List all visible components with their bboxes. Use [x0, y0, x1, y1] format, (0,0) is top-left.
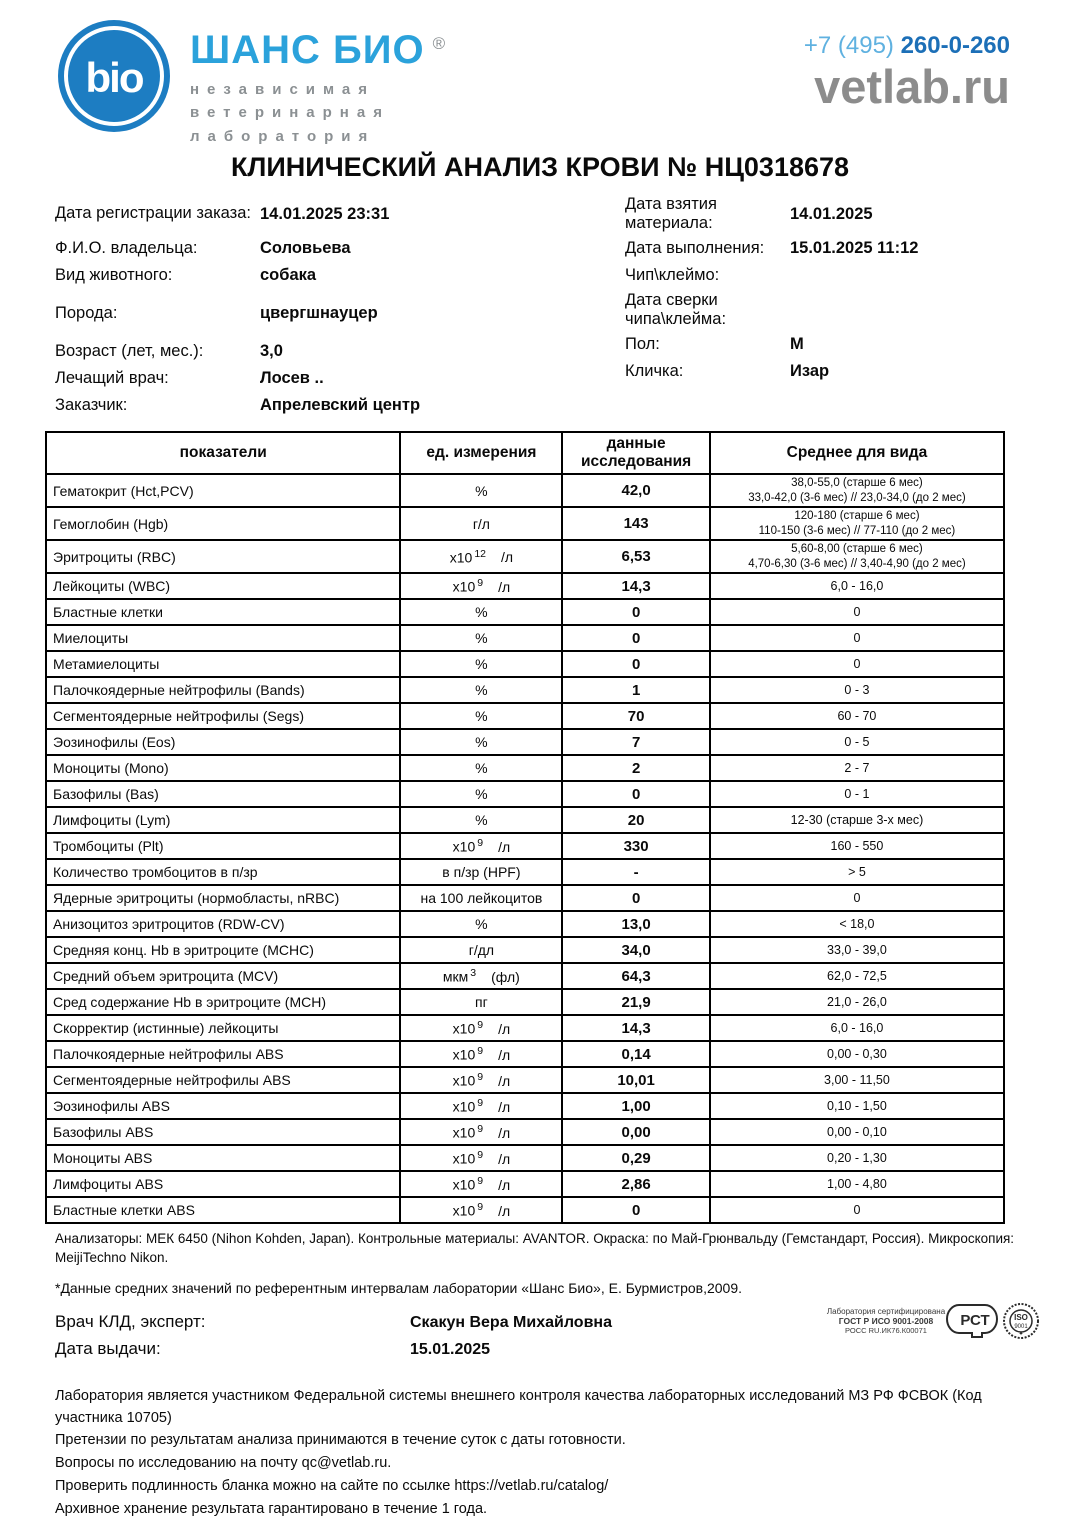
info-value: 15.01.2025 11:12: [790, 239, 919, 257]
result-value: -: [633, 863, 639, 881]
result-value: 143: [623, 515, 649, 532]
unit-exponent: 9: [477, 1019, 484, 1032]
result-value: 1,00: [621, 1097, 651, 1115]
info-row: [55, 338, 625, 365]
unit-base: х10: [452, 1176, 476, 1193]
footer-line: Проверить подлинность бланка можно на сайте по ссылке https://vetlab.ru/catalog/: [55, 1477, 609, 1494]
info-value: собака: [260, 266, 317, 284]
result-value: 20: [627, 811, 645, 829]
parameter-name: Базофилы ABS: [53, 1124, 154, 1140]
table-row: [46, 1015, 1004, 1041]
unit-base: х10: [452, 578, 476, 595]
reference-range: 12-30 (старше 3-х мес): [790, 812, 924, 827]
svg-text:✦: ✦: [1018, 1331, 1024, 1338]
svg-text:РСТ: РСТ: [960, 1311, 990, 1329]
info-row: [625, 331, 1035, 358]
info-row: [55, 300, 625, 327]
info-value: Лосев ..: [260, 369, 324, 387]
unit-base: х10: [452, 1150, 476, 1167]
unit-base: х10: [452, 1098, 476, 1115]
reference-range: 0: [853, 604, 861, 619]
results-table: [45, 431, 1005, 1224]
reference-range: 62,0 - 72,5: [827, 968, 887, 983]
parameter-name: Лейкоциты (WBC): [53, 578, 171, 594]
info-row: [625, 235, 1035, 262]
info-label: Дата регистрации заказа:: [55, 204, 251, 223]
parameter-name: Моноциты (Mono): [53, 760, 169, 776]
result-value: 0: [631, 655, 641, 673]
unit-base: %: [475, 682, 488, 698]
parameter-name: Гематокрит (Hct,PCV): [53, 482, 194, 499]
info-row: [625, 289, 1035, 331]
unit-exponent: 9: [477, 1097, 484, 1110]
info-label: Чип\клеймо:: [625, 265, 720, 284]
parameter-name: Метамиелоциты: [53, 656, 160, 672]
result-value: 6,53: [621, 548, 651, 565]
info-value: Апрелевский центр: [260, 396, 421, 414]
parameter-name: Ядерные эритроциты (нормобласты, nRBC): [53, 890, 340, 906]
info-label: Кличка:: [625, 361, 684, 380]
registered-trademark-icon: ®: [432, 33, 447, 53]
reference-range: 5,60-8,00 (старше 6 мес): [791, 543, 923, 556]
reference-range: 0 - 3: [844, 682, 870, 697]
result-value: 42,0: [621, 482, 651, 499]
footer-notes: [55, 1386, 1020, 1520]
certification-text: Лаборатория сертифицирована ГОСТ Р ИСО 9001-2008 РОСС RU.ИК76.К00071: [826, 1306, 946, 1335]
reference-range-extra: 33,0-42,0 (3-6 мес) // 23,0-34,0 (до 2 мес): [748, 491, 966, 504]
table-row: [46, 859, 1004, 885]
result-value: 70: [627, 707, 645, 725]
unit-base: г/дл: [468, 942, 495, 958]
issue-date-label: Дата выдачи:: [55, 1338, 161, 1358]
rst-certification-seal-icon: [951, 1302, 999, 1340]
info-row: [55, 262, 625, 289]
reference-range: 0,00 - 0,30: [827, 1046, 887, 1061]
parameter-name: Бластные клетки: [53, 604, 163, 620]
info-value: Изар: [790, 362, 830, 380]
unit-suffix: (фл): [491, 968, 520, 985]
table-row: [46, 781, 1004, 807]
certification-block: [825, 1302, 1040, 1340]
table-row: [46, 729, 1004, 755]
unit-base: пг: [475, 994, 488, 1010]
table-row: [46, 885, 1004, 911]
table-row: [46, 1145, 1004, 1171]
brand-text: [190, 20, 446, 148]
brand-tagline: независимая ветеринарная лаборатория: [190, 81, 390, 145]
reference-range: 0,20 - 1,30: [827, 1150, 887, 1165]
unit-base: х10: [452, 1046, 476, 1063]
parameter-name: Палочкоядерные нейтрофилы (Bands): [53, 682, 305, 698]
parameter-name: Эозинофилы ABS: [53, 1098, 170, 1114]
report-title: КЛИНИЧЕСКИЙ АНАЛИЗ КРОВИ № НЦ0318678: [230, 152, 850, 182]
unit-base: %: [475, 812, 488, 828]
info-label: Дата выполнения:: [625, 238, 765, 257]
unit-base: %: [475, 734, 488, 750]
info-label: Заказчик:: [55, 395, 128, 414]
report-header: [0, 0, 1080, 145]
reference-range: 6,0 - 16,0: [830, 578, 884, 593]
column-header-reference: Среднее для вида: [710, 432, 1004, 474]
certification-seals: [951, 1302, 1040, 1340]
info-row: [55, 193, 625, 235]
result-value: 0,14: [621, 1045, 651, 1063]
parameter-name: Анизоцитоз эритроцитов (RDW-CV): [53, 916, 285, 932]
info-value: 14.01.2025 23:31: [260, 204, 390, 223]
unit-base: %: [475, 656, 488, 672]
info-label: Дата взятия материала:: [625, 194, 717, 232]
unit-base: мкм: [442, 968, 469, 985]
table-row: [46, 937, 1004, 963]
info-value: цвергшнауцер: [260, 304, 378, 322]
result-value: 7: [631, 733, 641, 751]
unit-suffix: /л: [498, 1202, 511, 1219]
result-value: 330: [623, 837, 649, 855]
reference-range: 160 - 550: [830, 838, 884, 853]
unit-exponent: 3: [470, 967, 477, 980]
info-label: Вид животного:: [55, 265, 173, 284]
unit-exponent: 9: [477, 1201, 484, 1214]
table-row: [46, 807, 1004, 833]
parameter-name: Скорректир (истинные) лейкоциты: [53, 1020, 279, 1036]
header-row: [46, 432, 1004, 474]
patient-info: [55, 193, 1035, 419]
result-value: 14,3: [621, 577, 651, 595]
table-row: [46, 651, 1004, 677]
reference-range: 21,0 - 26,0: [827, 994, 887, 1009]
parameter-name: Сред содержание Hb в эритроците (MCH): [53, 994, 327, 1010]
svg-text:ISO: ISO: [1014, 1312, 1028, 1322]
reference-range: 33,0 - 39,0: [827, 942, 887, 957]
parameter-name: Лимфоциты ABS: [53, 1176, 164, 1192]
brand-block: [58, 20, 447, 145]
info-value: М: [790, 335, 804, 353]
unit-base: г/л: [472, 515, 490, 532]
parameter-name: Бластные клетки ABS: [53, 1202, 195, 1218]
result-value: 0: [631, 603, 641, 621]
unit-base: %: [475, 630, 488, 646]
parameter-name: Количество тромбоцитов в п/зр: [53, 864, 258, 880]
info-row: [55, 235, 625, 262]
unit-exponent: 9: [477, 577, 484, 590]
unit-base: %: [475, 760, 488, 776]
table-row: [46, 833, 1004, 859]
unit-exponent: 9: [477, 1071, 484, 1084]
info-value: 14.01.2025: [790, 204, 873, 223]
reference-range: 0: [853, 890, 861, 905]
parameter-name: Гемоглобин (Hgb): [53, 515, 169, 532]
reference-range: 38,0-55,0 (старше 6 мес): [791, 477, 923, 490]
footer-line: Претензии по результатам анализа принимаются в течение суток с даты готовности.: [55, 1432, 626, 1449]
unit-suffix: /л: [498, 1150, 511, 1167]
result-value: 21,9: [621, 993, 651, 1011]
result-value: 0: [631, 785, 641, 803]
result-value: 1: [631, 681, 641, 699]
parameter-name: Тромбоциты (Plt): [53, 838, 164, 854]
unit-suffix: /л: [498, 1124, 511, 1141]
unit-base: х10: [449, 549, 473, 566]
doctor-name: Скакун Вера Михайловна: [410, 1313, 612, 1331]
column-header-parameter: показатели: [46, 432, 400, 474]
unit-suffix: /л: [501, 549, 514, 566]
unit-base: %: [475, 786, 488, 802]
result-value: 0: [631, 1201, 641, 1219]
unit-base: х10: [452, 1020, 476, 1037]
reference-range: 60 - 70: [837, 708, 877, 723]
phone-number: +7 (495) 260-0-260: [803, 32, 1010, 59]
unit-base: х10: [452, 1202, 476, 1219]
iso-certification-seal-icon: [1002, 1302, 1040, 1340]
reference-range: 0,00 - 0,10: [827, 1124, 887, 1139]
result-value: 2,86: [621, 1175, 651, 1193]
results-table-header: [46, 432, 1004, 474]
reference-range: 0 - 5: [844, 734, 870, 749]
table-row: [46, 1171, 1004, 1197]
table-row: [46, 963, 1004, 989]
reference-range: 120-180 (старше 6 мес): [794, 510, 920, 523]
unit-suffix: /л: [498, 578, 511, 595]
unit-exponent: 12: [474, 547, 486, 560]
info-row: [625, 262, 1035, 289]
reference-range: 0,10 - 1,50: [827, 1098, 887, 1113]
reference-range: 6,0 - 16,0: [830, 1020, 884, 1035]
parameter-name: Средняя конц. Hb в эритроците (MCHC): [53, 942, 314, 958]
shans-bio-logo-icon: [58, 20, 170, 132]
parameter-name: Лимфоциты (Lym): [53, 812, 171, 828]
parameter-name: Средний объем эритроцита (MCV): [53, 968, 279, 984]
issue-date-value: 15.01.2025: [410, 1340, 491, 1358]
table-row: [46, 703, 1004, 729]
results-table-body: [46, 474, 1004, 1223]
unit-exponent: 9: [477, 1149, 484, 1162]
table-row: [46, 1067, 1004, 1093]
info-label: Дата сверки чипа\клейма:: [625, 290, 727, 328]
parameter-name: Эритроциты (RBC): [53, 548, 176, 565]
patient-info-right: [625, 193, 1035, 419]
analyzers-note: Анализаторы: МЕК 6450 (Nihon Kohden, Japan). Контрольные материалы: AVANTOR. Окраска: по Май-Грюнвальду (Гемстандарт, Россия). Микроскопия: MeijiTechno Nikon.: [55, 1231, 1015, 1265]
footer-line: Вопросы по исследованию на почту qc@vetlab.ru.: [55, 1455, 392, 1472]
info-label: Возраст (лет, мес.):: [55, 341, 204, 360]
table-row: [46, 573, 1004, 599]
reference-range: < 18,0: [839, 916, 875, 931]
table-row: [46, 507, 1004, 540]
patient-info-left: [55, 193, 625, 419]
unit-base: %: [475, 916, 488, 932]
signature-block: [55, 1306, 1035, 1384]
parameter-name: Сегментоядерные нейтрофилы ABS: [53, 1072, 291, 1088]
unit-base: х10: [452, 838, 476, 855]
result-value: 2: [631, 759, 641, 777]
parameter-name: Миелоциты: [53, 630, 129, 646]
reference-range: 0 - 1: [844, 786, 870, 801]
result-value: 14,3: [621, 1019, 651, 1037]
info-value: 3,0: [260, 342, 283, 360]
info-value: Соловьева: [260, 239, 351, 257]
info-row: [625, 358, 1035, 385]
table-row: [46, 1197, 1004, 1223]
footer-line: Лаборатория является участником Федеральной системы внешнего контроля качества лабораторных исследований МЗ РФ ФСВОК (Код участника 10705): [55, 1387, 982, 1426]
parameter-name: Моноциты ABS: [53, 1150, 153, 1166]
result-value: 0,00: [621, 1123, 651, 1141]
column-header-result: данные исследования: [562, 432, 710, 474]
parameter-name: Сегментоядерные нейтрофилы (Segs): [53, 708, 304, 724]
table-row: [46, 1119, 1004, 1145]
result-value: 64,3: [621, 967, 651, 985]
unit-suffix: /л: [498, 1176, 511, 1193]
unit-base: %: [475, 708, 488, 724]
parameter-name: Эозинофилы (Eos): [53, 734, 176, 750]
column-header-unit: ед. измерения: [400, 432, 562, 474]
table-row: [46, 989, 1004, 1015]
reference-range: 2 - 7: [844, 760, 870, 775]
table-row: [46, 1041, 1004, 1067]
table-row: [46, 677, 1004, 703]
table-row: [46, 1093, 1004, 1119]
unit-exponent: 9: [477, 1045, 484, 1058]
reference-range-extra: 4,70-6,30 (3-6 мес) // 3,40-4,90 (до 2 мес): [748, 557, 966, 570]
reference-range: 0: [853, 630, 861, 645]
unit-exponent: 9: [477, 837, 484, 850]
contact-block: [804, 20, 1010, 140]
unit-base: на 100 лейкоцитов: [420, 890, 543, 906]
unit-base: в п/зр (HPF): [442, 864, 521, 880]
unit-suffix: /л: [498, 1072, 511, 1089]
unit-suffix: /л: [498, 838, 511, 855]
result-value: 0: [631, 889, 641, 907]
svg-text:9001: 9001: [1014, 1323, 1028, 1330]
result-value: 13,0: [621, 915, 651, 933]
info-row: [625, 193, 1035, 235]
result-value: 0,29: [621, 1149, 651, 1167]
unit-exponent: 9: [477, 1123, 484, 1136]
table-row: [46, 474, 1004, 507]
doctor-label: Врач КЛД, эксперт:: [55, 1311, 206, 1331]
unit-suffix: /л: [498, 1098, 511, 1115]
table-row: [46, 911, 1004, 937]
info-label: Пол:: [625, 334, 660, 353]
footer-line: Архивное хранение результата гарантировано в течение 1 года.: [55, 1500, 488, 1517]
unit-base: %: [475, 604, 488, 620]
reference-source-note: *Данные средних значений по референтным интервалам лаборатории «Шанс Био», Е. Бурмистров,2009.: [55, 1279, 743, 1296]
reference-range: 0: [853, 656, 861, 671]
result-value: 0: [631, 629, 641, 647]
issue-date-row: [55, 1339, 1035, 1366]
info-label: Лечащий врач:: [55, 368, 169, 387]
unit-suffix: /л: [498, 1046, 511, 1063]
info-label: Порода:: [55, 303, 118, 322]
table-row: [46, 540, 1004, 573]
reference-range-extra: 110-150 (3-6 мес) // 77-110 (до 2 мес): [758, 524, 956, 537]
table-row: [46, 755, 1004, 781]
parameter-name: Палочкоядерные нейтрофилы ABS: [53, 1046, 284, 1062]
info-row: [55, 365, 625, 392]
table-row: [46, 599, 1004, 625]
logo-bio-text: bio: [85, 54, 143, 101]
reference-range: 0: [853, 1202, 861, 1217]
website: vetlab.ru: [814, 60, 1010, 113]
reference-range: 1,00 - 4,80: [827, 1176, 887, 1191]
unit-base: х10: [452, 1072, 476, 1089]
reference-range: > 5: [848, 864, 866, 879]
info-row: [55, 392, 625, 419]
unit-base: %: [475, 482, 488, 499]
result-value: 10,01: [617, 1071, 655, 1089]
result-value: 34,0: [621, 941, 651, 959]
info-label: Ф.И.О. владельца:: [55, 238, 198, 257]
reference-range: 3,00 - 11,50: [824, 1072, 890, 1087]
unit-suffix: /л: [498, 1020, 511, 1037]
parameter-name: Базофилы (Bas): [53, 786, 159, 802]
brand-name: ШАНС БИО ®: [190, 28, 447, 72]
unit-exponent: 9: [477, 1175, 484, 1188]
table-row: [46, 625, 1004, 651]
unit-base: х10: [452, 1124, 476, 1141]
